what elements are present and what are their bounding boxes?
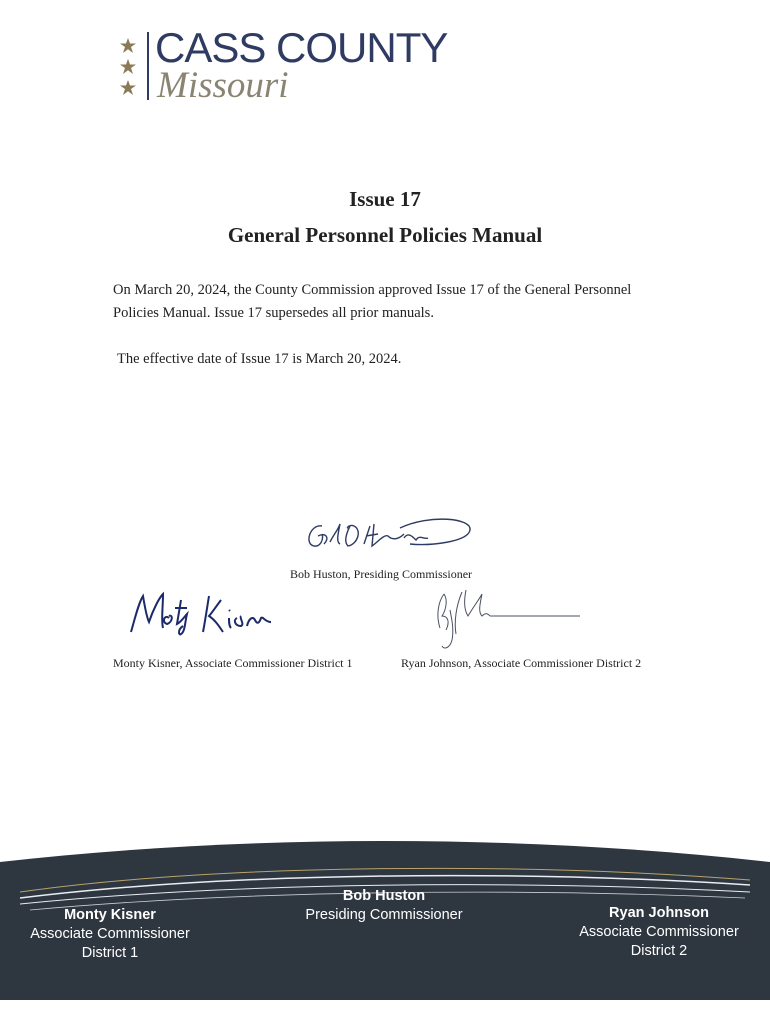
footer-district1-name: Monty Kisner xyxy=(64,907,156,923)
district2-signature xyxy=(430,586,585,652)
star-icon xyxy=(120,80,136,95)
footer-presiding-role: Presiding Commissioner xyxy=(305,907,463,923)
footer-district1-role: Associate Commissioner xyxy=(30,926,190,942)
logo-county-name: CASS COUNTY xyxy=(155,24,448,71)
footer-district1 xyxy=(20,906,200,963)
district1-caption: Monty Kisner, Associate Commissioner District 1 xyxy=(113,656,353,670)
footer-presiding-name: Bob Huston xyxy=(342,888,426,904)
footer-district2-name: Ryan Johnson xyxy=(609,905,709,921)
footer-district2-district: District 2 xyxy=(630,943,688,959)
footer-district2 xyxy=(570,904,748,961)
presiding-caption: Bob Huston, Presiding Commissioner xyxy=(290,567,473,581)
approval-paragraph: On March 20, 2024, the County Commission approved Issue 17 of the General Personnel Policies Manual. Issue 17 supersedes all prior manuals. xyxy=(113,282,632,321)
manual-title: General Personnel Policies Manual xyxy=(227,223,543,247)
county-logo xyxy=(120,24,460,106)
footer-district2-role: Associate Commissioner xyxy=(579,924,739,940)
effective-date-paragraph: The effective date of Issue 17 is March 20, 2024. xyxy=(117,351,402,367)
logo-divider xyxy=(147,32,149,100)
footer-presiding xyxy=(290,887,478,925)
logo-state-name: Missouri xyxy=(157,65,289,106)
star-icon xyxy=(120,59,136,74)
issue-heading: Issue 17 xyxy=(349,187,421,211)
district2-caption: Ryan Johnson, Associate Commissioner District 2 xyxy=(401,656,642,670)
commissioners-footer xyxy=(0,830,770,1000)
presiding-signature xyxy=(300,514,475,554)
district1-signature xyxy=(125,588,275,638)
logo-stars xyxy=(120,38,140,101)
star-icon xyxy=(120,38,136,53)
footer-district1-district: District 1 xyxy=(81,945,139,961)
